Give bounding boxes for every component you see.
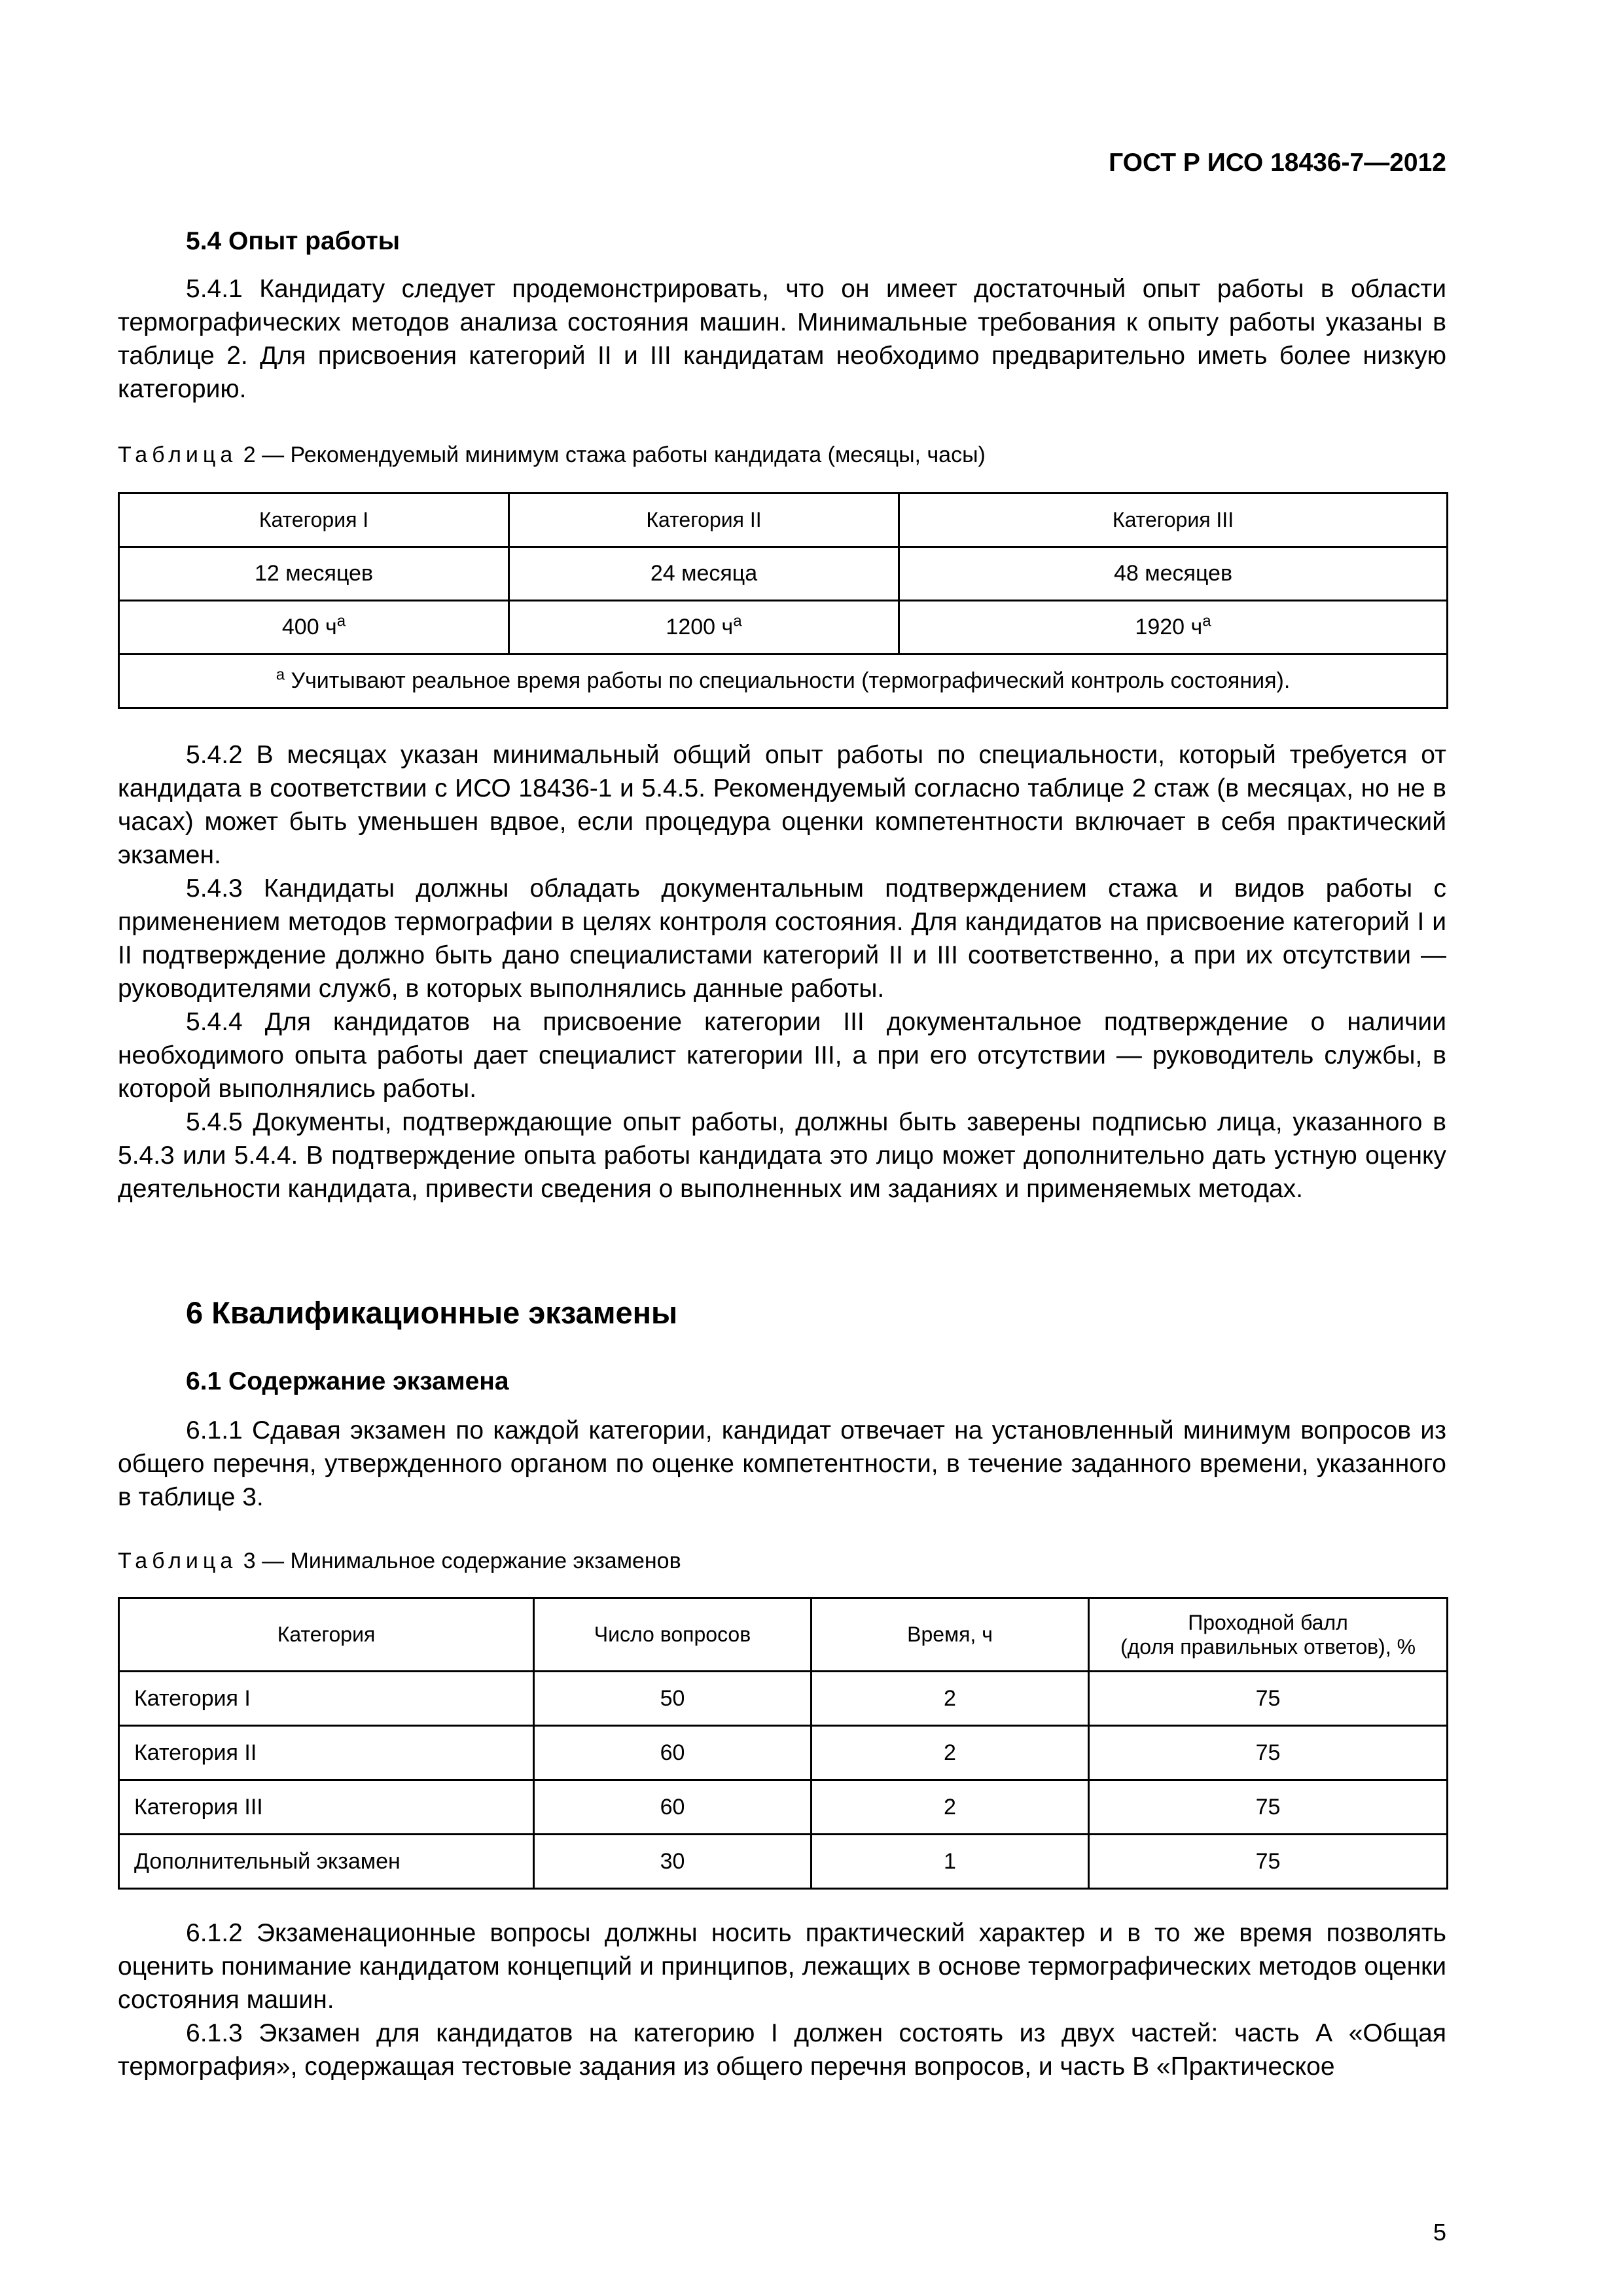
table-row: [119, 1672, 1448, 1726]
section-6-title: 6 Квалификационные экзамены: [186, 1295, 678, 1330]
table-3-cell: 30: [534, 1835, 812, 1889]
table-3-cell: 60: [534, 1780, 812, 1835]
table-3-header-cell: Число вопросов: [534, 1598, 812, 1672]
table-2: [118, 492, 1448, 709]
table-2-footnote: [119, 655, 1448, 708]
hours-value: 1200 ч: [666, 615, 734, 639]
table-3-header-cell: [1089, 1598, 1448, 1672]
table-3-cell: 75: [1089, 1726, 1448, 1780]
table-2-cell: 48 месяцев: [899, 547, 1448, 601]
paragraph-5-4-1: 5.4.1 Кандидату следует продемонстрировать, что он имеет достаточный опыт работы в области термографических методов анализа состояния машин. Минимальные требования к опыту работы указаны в таблице 2. Для присвоения категорий II и III кандидатам необходимо предварительно иметь более низкую категорию.: [118, 275, 1446, 403]
table-2-header-cell: Категория II: [509, 493, 899, 547]
table-3-cell: 2: [812, 1672, 1089, 1726]
paragraphs-6-1-2-to-3: [118, 1916, 1446, 2083]
table-3-cell: 75: [1089, 1780, 1448, 1835]
paragraphs-5-4-2-to-5: [118, 738, 1446, 1206]
paragraph-6-1-1: 6.1.1 Сдавая экзамен по каждой категории, кандидат отвечает на установленный минимум вопросов из общего перечня, утвержденного органом по оценке компетентности, в течение заданного времени, указанного в таблице 3.: [118, 1416, 1446, 1511]
table-3-wrap: [118, 1597, 1446, 1890]
table-row: [119, 1726, 1448, 1780]
table-2-caption-word: Таблица: [118, 442, 238, 467]
hours-value: 400 ч: [281, 615, 337, 639]
table-2-wrap: [118, 492, 1446, 709]
paragraph-6-1-3: 6.1.3 Экзамен для кандидатов на категорию I должен состоять из двух частей: часть А «Общая термография», содержащая тестовые задания из общего перечня вопросов, и часть В «Практическое: [118, 2019, 1446, 2081]
section-5-4: [118, 225, 1446, 258]
table-3-cell: 1: [812, 1835, 1089, 1889]
table-3: [118, 1597, 1448, 1890]
table-3-cell: Категория III: [119, 1780, 534, 1835]
table-3-cell: 75: [1089, 1835, 1448, 1889]
table-2-months-row: [119, 547, 1448, 601]
paragraph-6-1-1-block: [118, 1414, 1446, 1514]
table-2-cell: [119, 601, 509, 655]
table-3-header-line: Проходной балл: [1188, 1610, 1348, 1634]
table-3-cell: 60: [534, 1726, 812, 1780]
paragraph-5-4-3: 5.4.3 Кандидаты должны обладать документальным подтверждением стажа и видов работы с применением методов термографии в целях контроля состояния. Для кандидатов на присвоение категорий I и II подтверждение должно быть дано специалистами категорий II и III соответственно, а при их отсутствии — руководителями служб, в которых выполнялись данные работы.: [118, 874, 1446, 1003]
table-3-header-cell: Категория: [119, 1598, 534, 1672]
table-2-cell: 24 месяца: [509, 547, 899, 601]
table-2-footnote-text: Учитывают реальное время работы по специальности (термографический контроль состояния).: [285, 668, 1291, 693]
table-3-header-line: (доля правильных ответов), %: [1120, 1634, 1416, 1659]
table-3-cell: 75: [1089, 1672, 1448, 1726]
table-3-caption: [118, 1546, 1446, 1576]
table-row: [119, 1835, 1448, 1889]
table-2-caption: [118, 440, 1446, 470]
table-row: [119, 1780, 1448, 1835]
section-6-1: [118, 1365, 1446, 1398]
table-2-footnote-row: [119, 655, 1448, 708]
paragraph-5-4-4: 5.4.4 Для кандидатов на присвоение категории III документальное подтверждение о наличии необходимого опыта работы дает специалист категории III, а при его отсутствии — руководитель службы, в которой выполнялись работы.: [118, 1008, 1446, 1103]
section-6: [118, 1293, 1446, 1333]
table-3-cell: 50: [534, 1672, 812, 1726]
table-2-hours-row: [119, 601, 1448, 655]
footnote-mark: а: [276, 666, 285, 684]
footnote-mark: а: [1202, 612, 1211, 630]
table-3-cell: 2: [812, 1780, 1089, 1835]
paragraph-5-4-5: 5.4.5 Документы, подтверждающие опыт работы, должны быть заверены подписью лица, указанного в 5.4.3 или 5.4.4. В подтверждение опыта работы кандидата это лицо может дополнительно дать устную оценку деятельности кандидата, привести сведения о выполненных им заданиях и применяемых методах.: [118, 1108, 1446, 1203]
table-2-header-cell: Категория III: [899, 493, 1448, 547]
paragraph-5-4-2: 5.4.2 В месяцах указан минимальный общий опыт работы по специальности, который требуется от кандидата в соответствии с ИСО 18436-1 и 5.4.5. Рекомендуемый согласно таблице 2 стаж (в месяцах, но не в часах) может быть уменьшен вдвое, если процедура оценки компетентности включает в себя практический экзамен.: [118, 741, 1446, 869]
table-3-cell: Категория II: [119, 1726, 534, 1780]
footnote-mark: а: [336, 612, 346, 630]
table-3-cell: Категория I: [119, 1672, 534, 1726]
section-5-4-title: 5.4 Опыт работы: [186, 227, 401, 255]
table-3-header-row: [119, 1598, 1448, 1672]
footnote-mark: а: [733, 612, 742, 630]
table-2-header-row: [119, 493, 1448, 547]
table-3-cell: Дополнительный экзамен: [119, 1835, 534, 1889]
document-code-header: ГОСТ Р ИСО 18436-7—2012: [1109, 149, 1446, 177]
table-2-cell: 12 месяцев: [119, 547, 509, 601]
table-2-header-cell: Категория I: [119, 493, 509, 547]
page-number: 5: [1433, 2219, 1446, 2246]
table-2-cell: [899, 601, 1448, 655]
table-3-header-cell: Время, ч: [812, 1598, 1089, 1672]
table-2-caption-text: 2 — Рекомендуемый минимум стажа работы кандидата (месяцы, часы): [237, 442, 986, 467]
section-6-1-title: 6.1 Содержание экзамена: [186, 1367, 509, 1395]
hours-value: 1920 ч: [1135, 615, 1203, 639]
table-2-cell: [509, 601, 899, 655]
table-3-caption-word: Таблица: [118, 1549, 238, 1573]
paragraph-6-1-2: 6.1.2 Экзаменационные вопросы должны носить практический характер и в то же время позволять оценить понимание кандидатом концепций и принципов, лежащих в основе термографических методов оценки состояния машин.: [118, 1919, 1446, 2014]
table-3-cell: 2: [812, 1726, 1089, 1780]
table-3-caption-text: 3 — Минимальное содержание экзаменов: [237, 1549, 681, 1573]
paragraph-5-4-1-block: [118, 272, 1446, 406]
